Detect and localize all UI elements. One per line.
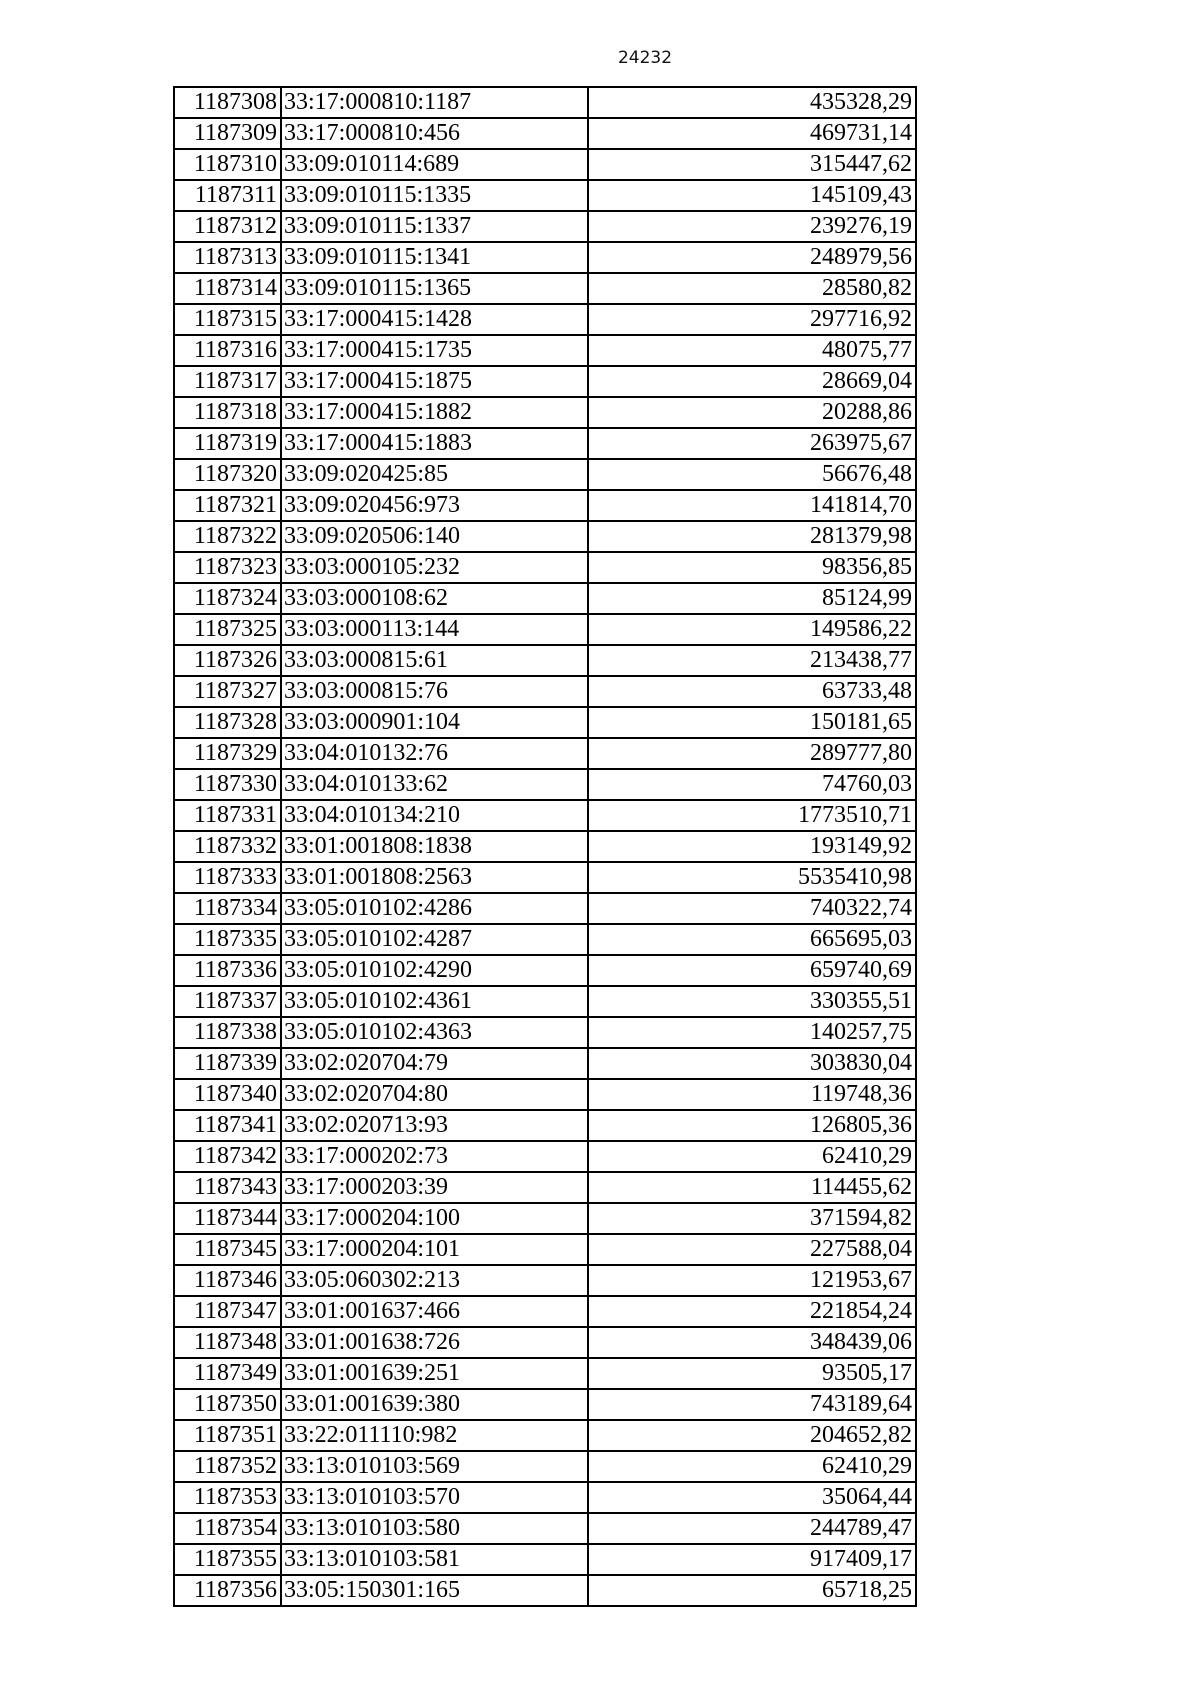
table-row <box>174 552 916 583</box>
table-row <box>174 800 916 831</box>
cadastral-number-cell: 33:05:010102:4363 <box>281 1017 588 1048</box>
value-cell: 743189,64 <box>588 1389 916 1420</box>
value-cell: 28580,82 <box>588 273 916 304</box>
table-row <box>174 1234 916 1265</box>
record-id-cell: 1187320 <box>174 459 281 490</box>
record-id-cell: 1187339 <box>174 1048 281 1079</box>
cadastral-number-cell: 33:17:000204:101 <box>281 1234 588 1265</box>
value-cell: 330355,51 <box>588 986 916 1017</box>
cadastral-number-cell: 33:09:020506:140 <box>281 521 588 552</box>
cadastral-number-cell: 33:01:001639:380 <box>281 1389 588 1420</box>
cadastral-number-cell: 33:22:011110:982 <box>281 1420 588 1451</box>
table-row <box>174 1110 916 1141</box>
table-row <box>174 273 916 304</box>
value-cell: 303830,04 <box>588 1048 916 1079</box>
cadastral-number-cell: 33:01:001638:726 <box>281 1327 588 1358</box>
record-id-cell: 1187352 <box>174 1451 281 1482</box>
record-id-cell: 1187324 <box>174 583 281 614</box>
value-cell: 121953,67 <box>588 1265 916 1296</box>
cadastral-number-cell: 33:09:020425:85 <box>281 459 588 490</box>
value-cell: 227588,04 <box>588 1234 916 1265</box>
record-id-cell: 1187343 <box>174 1172 281 1203</box>
value-cell: 56676,48 <box>588 459 916 490</box>
cadastral-number-cell: 33:09:020456:973 <box>281 490 588 521</box>
record-id-cell: 1187341 <box>174 1110 281 1141</box>
table-row <box>174 1389 916 1420</box>
value-cell: 1773510,71 <box>588 800 916 831</box>
table-row <box>174 521 916 552</box>
cadastral-number-cell: 33:02:020704:80 <box>281 1079 588 1110</box>
cadastral-number-cell: 33:13:010103:581 <box>281 1544 588 1575</box>
cadastral-number-cell: 33:05:150301:165 <box>281 1575 588 1606</box>
value-cell: 119748,36 <box>588 1079 916 1110</box>
table-row <box>174 1265 916 1296</box>
cadastral-number-cell: 33:03:000815:61 <box>281 645 588 676</box>
table-row <box>174 459 916 490</box>
record-id-cell: 1187322 <box>174 521 281 552</box>
cadastral-number-cell: 33:04:010134:210 <box>281 800 588 831</box>
value-cell: 48075,77 <box>588 335 916 366</box>
value-cell: 62410,29 <box>588 1141 916 1172</box>
record-id-cell: 1187333 <box>174 862 281 893</box>
value-cell: 140257,75 <box>588 1017 916 1048</box>
value-cell: 244789,47 <box>588 1513 916 1544</box>
value-cell: 348439,06 <box>588 1327 916 1358</box>
record-id-cell: 1187345 <box>174 1234 281 1265</box>
record-id-cell: 1187321 <box>174 490 281 521</box>
table-row <box>174 1544 916 1575</box>
table-row <box>174 614 916 645</box>
record-id-cell: 1187317 <box>174 366 281 397</box>
table-row <box>174 366 916 397</box>
cadastral-number-cell: 33:05:010102:4361 <box>281 986 588 1017</box>
cadastral-number-cell: 33:03:000815:76 <box>281 676 588 707</box>
table-row <box>174 242 916 273</box>
record-id-cell: 1187356 <box>174 1575 281 1606</box>
table-row <box>174 1513 916 1544</box>
table-row <box>174 1575 916 1606</box>
value-cell: 65718,25 <box>588 1575 916 1606</box>
value-cell: 149586,22 <box>588 614 916 645</box>
table-row <box>174 738 916 769</box>
record-id-cell: 1187337 <box>174 986 281 1017</box>
cadastral-number-cell: 33:05:060302:213 <box>281 1265 588 1296</box>
table-row <box>174 583 916 614</box>
cadastral-number-cell: 33:17:000202:73 <box>281 1141 588 1172</box>
table-row <box>174 1079 916 1110</box>
table-row <box>174 831 916 862</box>
record-id-cell: 1187329 <box>174 738 281 769</box>
record-id-cell: 1187308 <box>174 87 281 118</box>
cadastral-number-cell: 33:01:001808:2563 <box>281 862 588 893</box>
value-cell: 435328,29 <box>588 87 916 118</box>
value-cell: 371594,82 <box>588 1203 916 1234</box>
value-cell: 5535410,98 <box>588 862 916 893</box>
record-id-cell: 1187354 <box>174 1513 281 1544</box>
table-row <box>174 1017 916 1048</box>
cadastral-number-cell: 33:17:000415:1875 <box>281 366 588 397</box>
record-id-cell: 1187328 <box>174 707 281 738</box>
record-id-cell: 1187318 <box>174 397 281 428</box>
data-table <box>173 86 917 1607</box>
record-id-cell: 1187346 <box>174 1265 281 1296</box>
cadastral-number-cell: 33:02:020704:79 <box>281 1048 588 1079</box>
table-row <box>174 149 916 180</box>
cadastral-number-cell: 33:13:010103:570 <box>281 1482 588 1513</box>
value-cell: 281379,98 <box>588 521 916 552</box>
value-cell: 315447,62 <box>588 149 916 180</box>
table-body <box>174 87 916 1606</box>
value-cell: 193149,92 <box>588 831 916 862</box>
record-id-cell: 1187309 <box>174 118 281 149</box>
table-row <box>174 304 916 335</box>
cadastral-number-cell: 33:17:000203:39 <box>281 1172 588 1203</box>
record-id-cell: 1187350 <box>174 1389 281 1420</box>
value-cell: 469731,14 <box>588 118 916 149</box>
table-row <box>174 490 916 521</box>
value-cell: 145109,43 <box>588 180 916 211</box>
table-row <box>174 645 916 676</box>
record-id-cell: 1187315 <box>174 304 281 335</box>
value-cell: 263975,67 <box>588 428 916 459</box>
record-id-cell: 1187349 <box>174 1358 281 1389</box>
value-cell: 204652,82 <box>588 1420 916 1451</box>
table-row <box>174 1482 916 1513</box>
value-cell: 239276,19 <box>588 211 916 242</box>
record-id-cell: 1187336 <box>174 955 281 986</box>
value-cell: 213438,77 <box>588 645 916 676</box>
record-id-cell: 1187334 <box>174 893 281 924</box>
record-id-cell: 1187335 <box>174 924 281 955</box>
value-cell: 62410,29 <box>588 1451 916 1482</box>
record-id-cell: 1187355 <box>174 1544 281 1575</box>
cadastral-number-cell: 33:03:000108:62 <box>281 583 588 614</box>
value-cell: 63733,48 <box>588 676 916 707</box>
cadastral-number-cell: 33:04:010133:62 <box>281 769 588 800</box>
table-row <box>174 1141 916 1172</box>
cadastral-number-cell: 33:04:010132:76 <box>281 738 588 769</box>
table-row <box>174 87 916 118</box>
cadastral-number-cell: 33:05:010102:4290 <box>281 955 588 986</box>
cadastral-number-cell: 33:17:000415:1882 <box>281 397 588 428</box>
record-id-cell: 1187313 <box>174 242 281 273</box>
value-cell: 114455,62 <box>588 1172 916 1203</box>
cadastral-number-cell: 33:09:010115:1341 <box>281 242 588 273</box>
record-id-cell: 1187353 <box>174 1482 281 1513</box>
value-cell: 248979,56 <box>588 242 916 273</box>
value-cell: 20288,86 <box>588 397 916 428</box>
value-cell: 297716,92 <box>588 304 916 335</box>
table-row <box>174 428 916 459</box>
value-cell: 740322,74 <box>588 893 916 924</box>
record-id-cell: 1187338 <box>174 1017 281 1048</box>
cadastral-number-cell: 33:09:010115:1337 <box>281 211 588 242</box>
cadastral-number-cell: 33:03:000901:104 <box>281 707 588 738</box>
cadastral-number-cell: 33:17:000810:456 <box>281 118 588 149</box>
cadastral-number-cell: 33:02:020713:93 <box>281 1110 588 1141</box>
value-cell: 35064,44 <box>588 1482 916 1513</box>
cadastral-number-cell: 33:09:010114:689 <box>281 149 588 180</box>
record-id-cell: 1187342 <box>174 1141 281 1172</box>
record-id-cell: 1187332 <box>174 831 281 862</box>
value-cell: 28669,04 <box>588 366 916 397</box>
table-row <box>174 1172 916 1203</box>
table-row <box>174 1327 916 1358</box>
table-row <box>174 924 916 955</box>
table-row <box>174 769 916 800</box>
record-id-cell: 1187351 <box>174 1420 281 1451</box>
value-cell: 221854,24 <box>588 1296 916 1327</box>
table-row <box>174 955 916 986</box>
record-id-cell: 1187319 <box>174 428 281 459</box>
table-row <box>174 118 916 149</box>
value-cell: 289777,80 <box>588 738 916 769</box>
value-cell: 85124,99 <box>588 583 916 614</box>
record-id-cell: 1187331 <box>174 800 281 831</box>
record-id-cell: 1187325 <box>174 614 281 645</box>
table-row <box>174 862 916 893</box>
cadastral-number-cell: 33:17:000415:1735 <box>281 335 588 366</box>
value-cell: 659740,69 <box>588 955 916 986</box>
record-id-cell: 1187326 <box>174 645 281 676</box>
cadastral-number-cell: 33:01:001637:466 <box>281 1296 588 1327</box>
cadastral-number-cell: 33:05:010102:4286 <box>281 893 588 924</box>
table-row <box>174 707 916 738</box>
record-id-cell: 1187340 <box>174 1079 281 1110</box>
table-row <box>174 211 916 242</box>
table-row <box>174 1358 916 1389</box>
cadastral-number-cell: 33:17:000810:1187 <box>281 87 588 118</box>
cadastral-number-cell: 33:03:000113:144 <box>281 614 588 645</box>
cadastral-number-cell: 33:17:000204:100 <box>281 1203 588 1234</box>
cadastral-number-cell: 33:03:000105:232 <box>281 552 588 583</box>
cadastral-number-cell: 33:05:010102:4287 <box>281 924 588 955</box>
table-row <box>174 335 916 366</box>
page-number: 24232 <box>617 48 673 68</box>
record-id-cell: 1187347 <box>174 1296 281 1327</box>
table-row <box>174 180 916 211</box>
record-id-cell: 1187323 <box>174 552 281 583</box>
value-cell: 665695,03 <box>588 924 916 955</box>
value-cell: 126805,36 <box>588 1110 916 1141</box>
cadastral-number-cell: 33:13:010103:569 <box>281 1451 588 1482</box>
table-row <box>174 397 916 428</box>
cadastral-number-cell: 33:17:000415:1428 <box>281 304 588 335</box>
record-id-cell: 1187316 <box>174 335 281 366</box>
record-id-cell: 1187311 <box>174 180 281 211</box>
record-id-cell: 1187327 <box>174 676 281 707</box>
table-row <box>174 986 916 1017</box>
value-cell: 917409,17 <box>588 1544 916 1575</box>
table-row <box>174 1451 916 1482</box>
table-row <box>174 1420 916 1451</box>
value-cell: 150181,65 <box>588 707 916 738</box>
table-row <box>174 1296 916 1327</box>
cadastral-number-cell: 33:01:001808:1838 <box>281 831 588 862</box>
record-id-cell: 1187344 <box>174 1203 281 1234</box>
record-id-cell: 1187348 <box>174 1327 281 1358</box>
value-cell: 141814,70 <box>588 490 916 521</box>
table-row <box>174 676 916 707</box>
cadastral-number-cell: 33:09:010115:1365 <box>281 273 588 304</box>
cadastral-number-cell: 33:09:010115:1335 <box>281 180 588 211</box>
value-cell: 74760,03 <box>588 769 916 800</box>
cadastral-number-cell: 33:17:000415:1883 <box>281 428 588 459</box>
table-row <box>174 1048 916 1079</box>
value-cell: 93505,17 <box>588 1358 916 1389</box>
record-id-cell: 1187330 <box>174 769 281 800</box>
record-id-cell: 1187310 <box>174 149 281 180</box>
value-cell: 98356,85 <box>588 552 916 583</box>
table-row <box>174 1203 916 1234</box>
record-id-cell: 1187312 <box>174 211 281 242</box>
cadastral-number-cell: 33:01:001639:251 <box>281 1358 588 1389</box>
table-row <box>174 893 916 924</box>
cadastral-number-cell: 33:13:010103:580 <box>281 1513 588 1544</box>
record-id-cell: 1187314 <box>174 273 281 304</box>
